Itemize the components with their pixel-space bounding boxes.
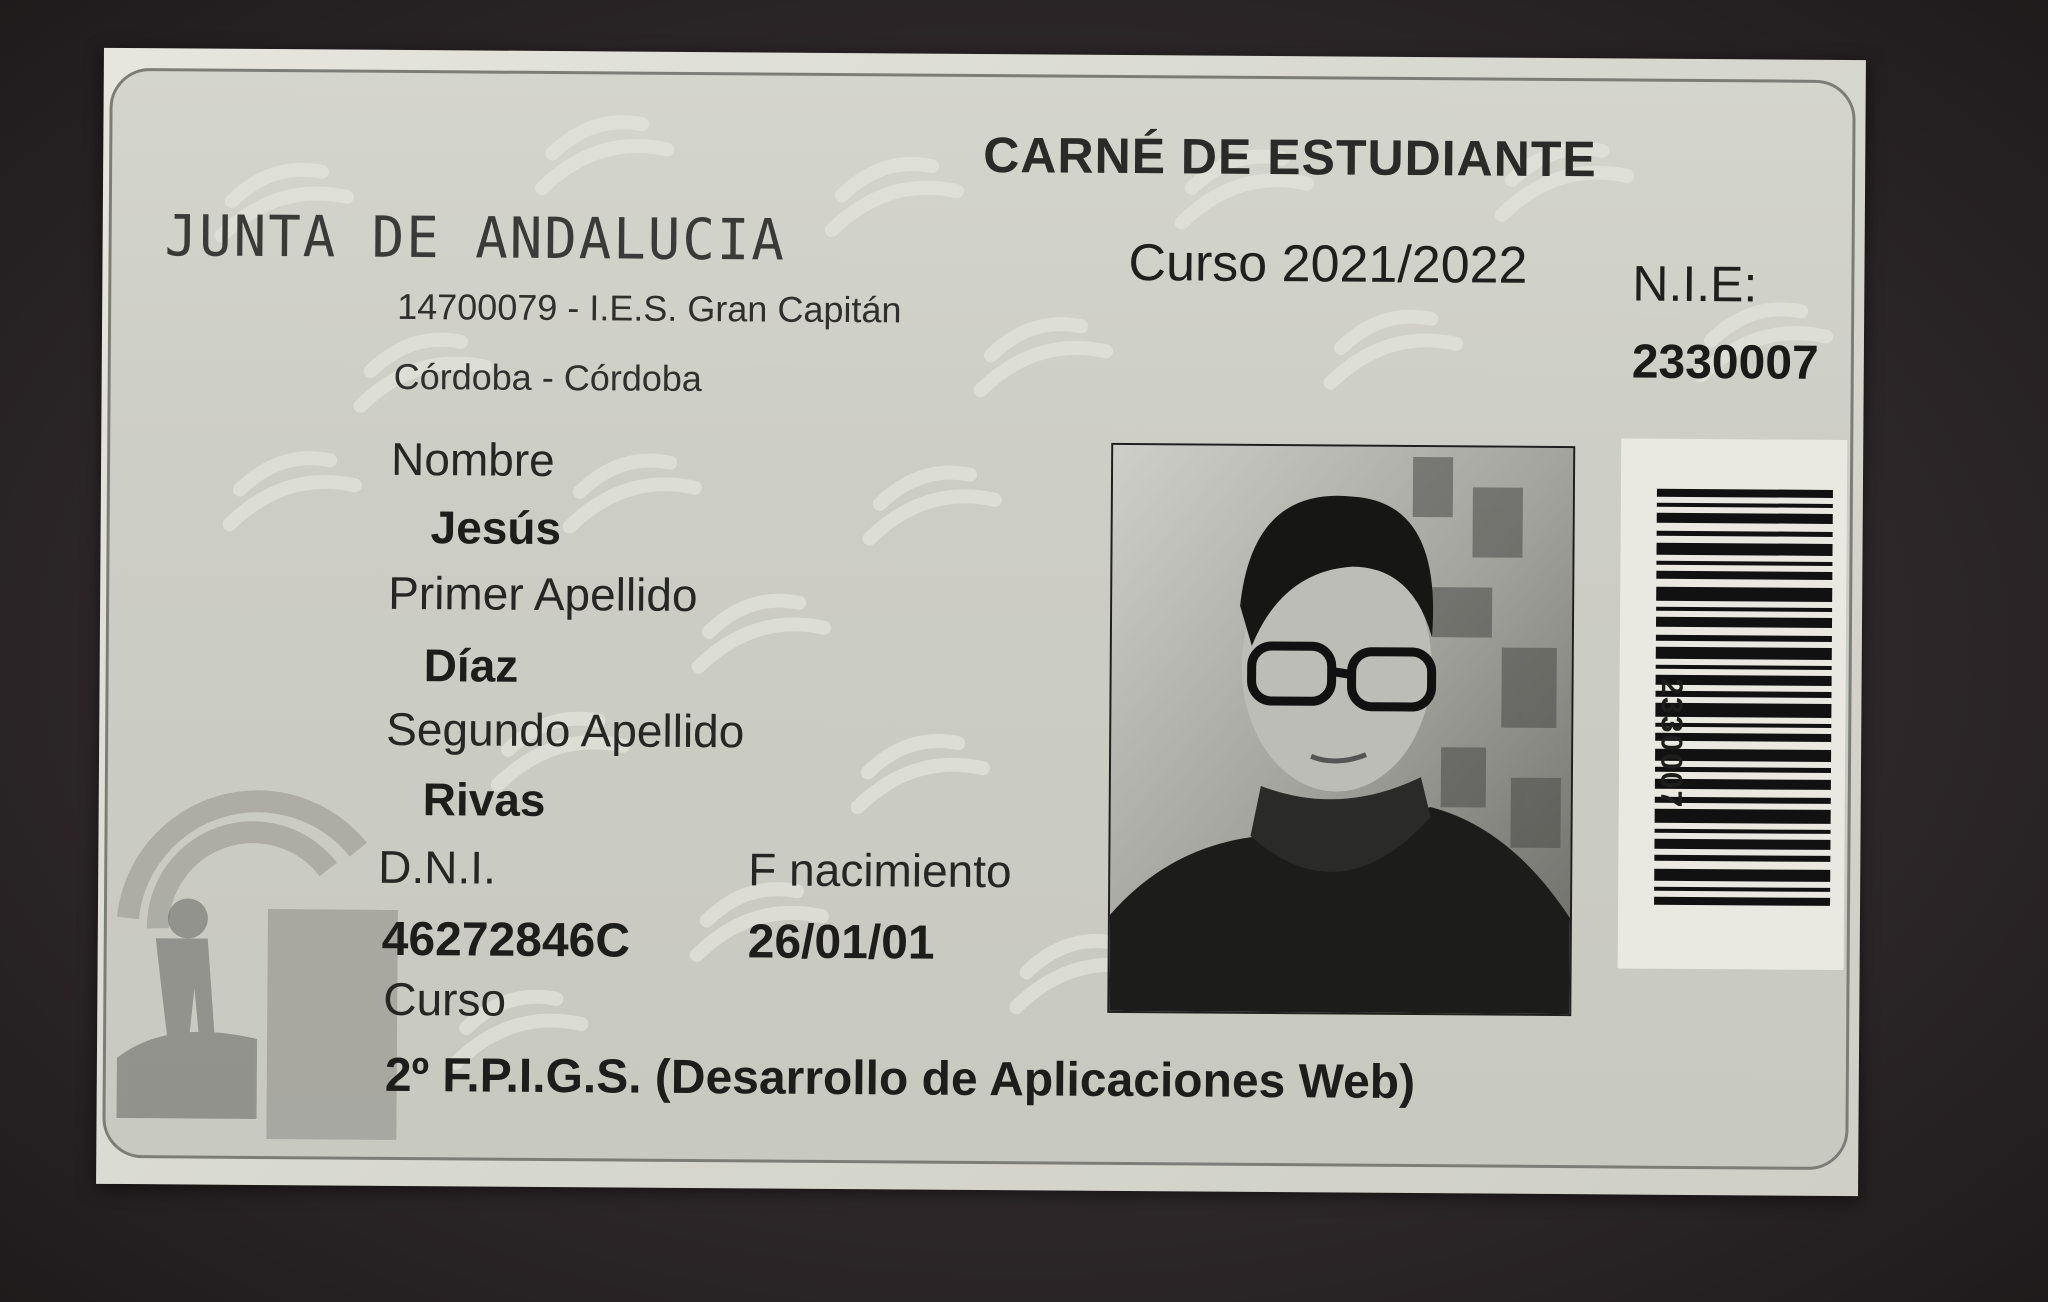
dni-label: D.N.I.	[378, 840, 497, 894]
birthdate-value: 26/01/01	[747, 915, 935, 970]
nie-value: 2330007	[1631, 335, 1819, 390]
student-photo	[1107, 443, 1575, 1016]
nombre-label: Nombre	[390, 432, 555, 487]
andalucia-seal-image	[96, 668, 399, 1170]
nie-label: N.I.E:	[1632, 255, 1758, 313]
curso-value: 2º F.P.I.G.S. (Desarrollo de Aplicaciones Web)	[384, 1048, 1416, 1110]
barcode-image	[1618, 438, 1848, 970]
school-location: Córdoba - Córdoba	[393, 355, 703, 400]
nombre-value: Jesús	[430, 501, 562, 555]
academic-year: Curso 2021/2022	[1128, 234, 1528, 295]
barcode-number: 2330007	[1654, 678, 1689, 810]
dni-value: 46272846C	[381, 912, 631, 968]
student-id-card	[96, 48, 1866, 1196]
curso-label: Curso	[383, 972, 507, 1026]
primer-apellido-value: Díaz	[423, 639, 519, 692]
birthdate-label: F nacimiento	[748, 843, 1012, 898]
card-title: CARNÉ DE ESTUDIANTE	[983, 127, 1597, 188]
segundo-apellido-label: Segundo Apellido	[386, 702, 745, 758]
primer-apellido-label: Primer Apellido	[388, 566, 698, 622]
issuer-name: JUNTA DE ANDALUCIA	[164, 202, 787, 274]
student-portrait-image	[1109, 445, 1573, 1014]
segundo-apellido-value: Rivas	[422, 773, 546, 826]
school-name: 14700079 - I.E.S. Gran Capitán	[397, 285, 902, 331]
barcode-panel	[1618, 438, 1848, 970]
